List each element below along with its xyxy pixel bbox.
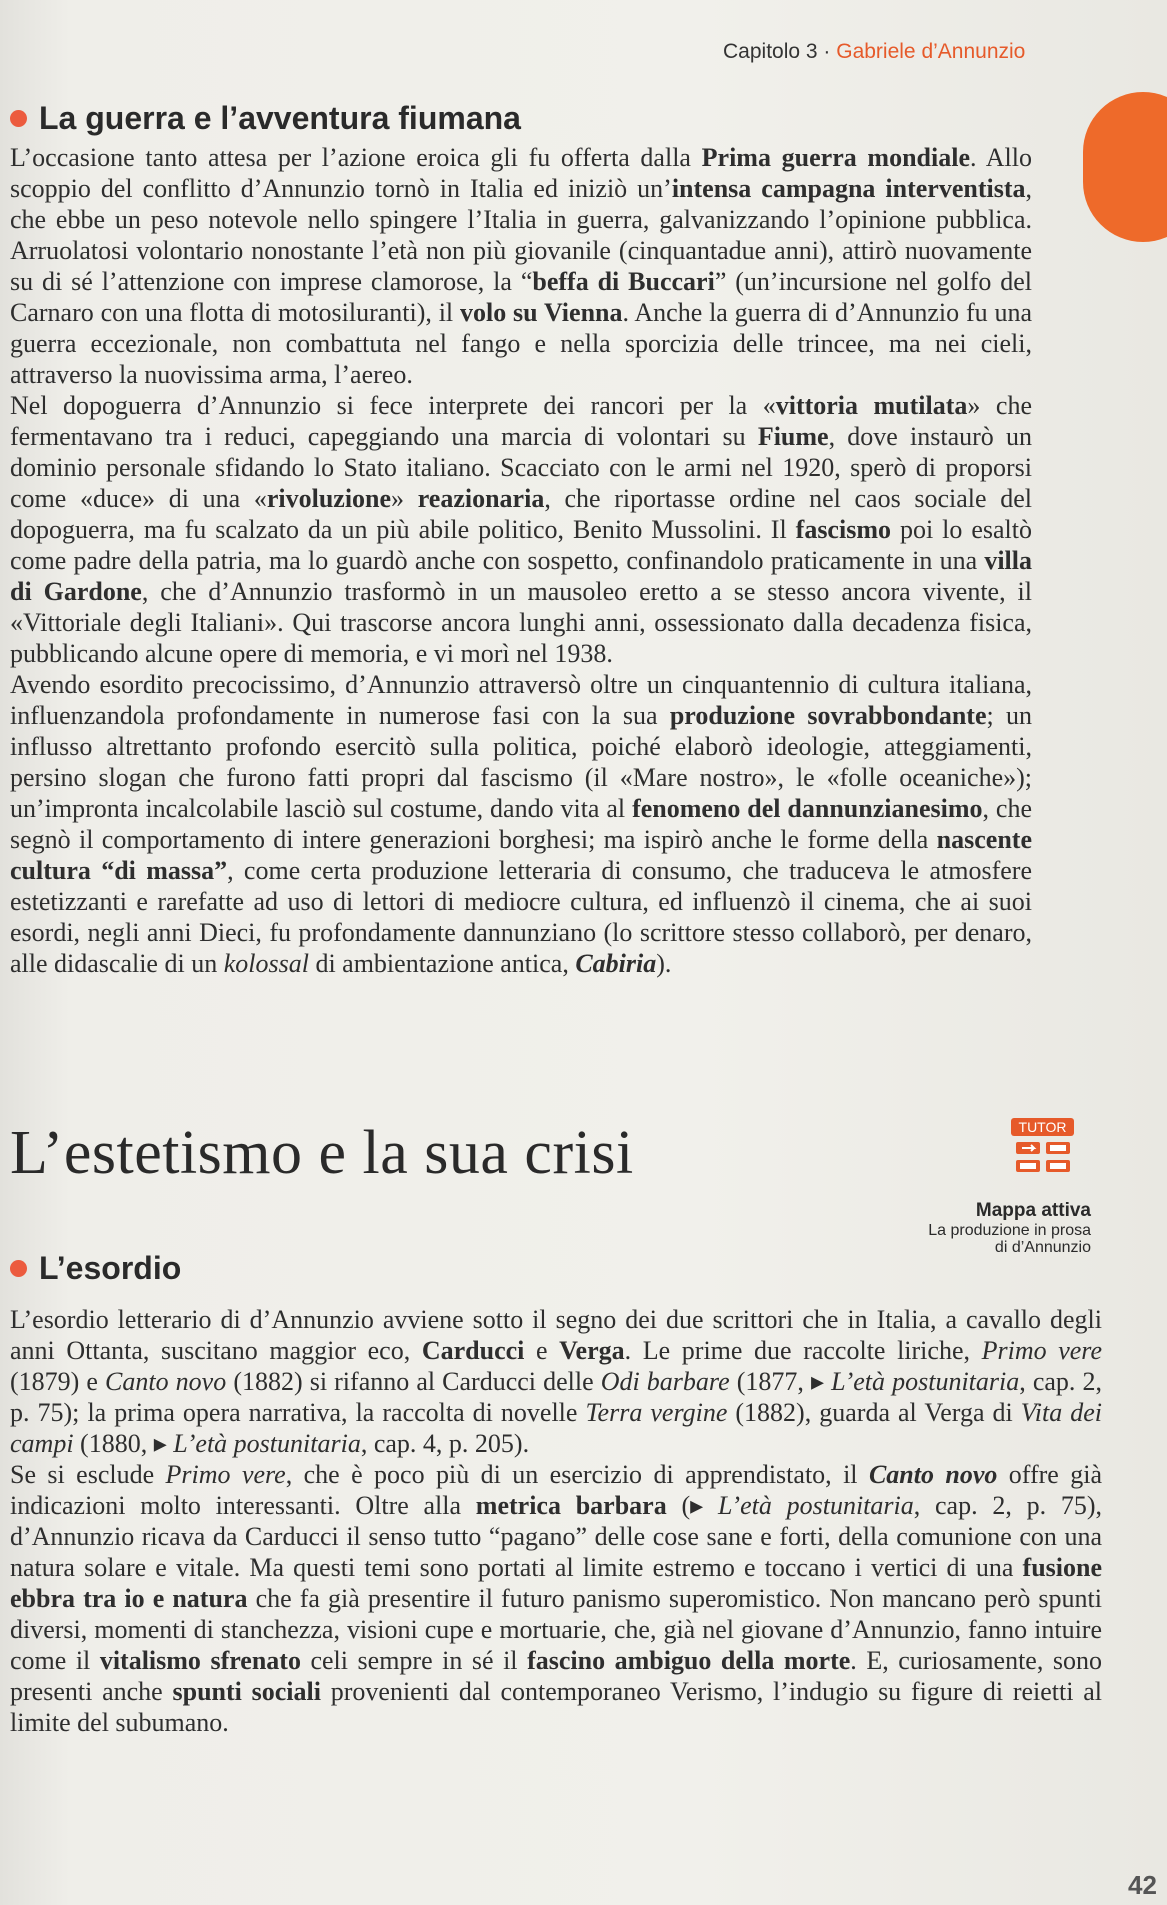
page-number: 42 xyxy=(1128,1870,1157,1900)
paragraph: Se si esclude Primo vere, che è poco più di un esercizio di apprendistato, il Canto novo offre già indicazioni molto interessanti. Oltre alla metrica barbara (▸ L’età postunitaria, cap. 2, p. 75), d’Annunzio ricava da Carducci il senso tutto “pagano” delle cose sane e forti, della comunione con una natura solare e vitale. Ma questi temi sono portati al limite estremo e toccano i vertici di una fusione ebbra tra io e natura che fa già presentire il futuro panismo superomistico. Non mancano però spunti diversi, momenti di stanchezza, visioni cupe e mortuarie, che, già nel giovane d’Annunzio, fanno intuire come il vitalismo sfrenato celi sempre in sé il fascino ambiguo della morte. E, curiosamente, sono presenti anche spunti sociali provenienti dal contemporaneo Verismo, l’indugio su figure di reietti al limite del subumano. xyxy=(10,1460,1102,1737)
paragraph: Nel dopoguerra d’Annunzio si fece interprete dei rancori per la «vittoria mutilata» che fermentavano tra i reduci, capeggiando una marcia di volontari su Fiume, dove instaurò un dominio personale sfidando lo Stato italiano. Scacciato con le armi nel 1920, sperò di proporsi come «duce» di una «rivoluzione» reazionaria, che riportasse ordine nel caos sociale del dopoguerra, ma fu scalzato da un più abile politico, Benito Mussolini. Il fascismo poi lo esaltò come padre della patria, ma lo guardò anche con sospetto, confinandolo praticamente in una villa di Gardone, che d’Annunzio trasformò in un mausoleo eretto a se stesso ancora vivente, il «Vittoriale degli Italiani». Qui trascorse ancora lunghi anni, ossessionato dalla decadenza fisica, pubblicando alcune opere di memoria, e vi morì nel 1938. xyxy=(10,391,1032,668)
chapter-tab-marker xyxy=(1083,92,1167,242)
section-heading-esordio xyxy=(10,1250,181,1287)
running-head xyxy=(723,40,1025,64)
heading-bullet-icon xyxy=(10,110,27,127)
heading-bullet-icon xyxy=(10,1260,27,1277)
section-heading-text: La guerra e l’avventura fiumana xyxy=(39,100,521,136)
section-body-esordio xyxy=(10,1304,1102,1738)
mappa-attiva-link[interactable] xyxy=(928,1200,1091,1256)
paragraph: L’occasione tanto attesa per l’azione eroica gli fu offerta dalla Prima guerra mondiale. Allo scoppio del conflitto d’Annunzio tornò in Italia ed iniziò un’intensa campagna interventista, che ebbe un peso notevole nello spingere l’Italia in guerra, galvanizzando l’opinione pubblica. Arruolatosi volontario nonostante l’età non più giovanile (cinquantadue anni), attirò nuovamente su di sé l’attenzione con imprese clamorose, la “beffa di Buccari” (un’incursione nel golfo del Carnaro con una flotta di motosiluranti), il volo su Vienna. Anche la guerra di d’Annunzio fu una guerra eccezionale, non combattuta nel fango e nella sporcizia delle trincee, ma nei cieli, attraverso la nuovissima arma, l’aereo. xyxy=(10,143,1033,389)
mappa-attiva-title: Mappa attiva xyxy=(975,1200,1091,1221)
paragraph: Avendo esordito precocissimo, d’Annunzio attraversò oltre un cinquantennio di cultura italiana, influenzandola profondamente in numerose fasi con la sua produzione sovrabbondante; un influsso altrettanto profondo esercitò sulla politica, poiché elaborò ideologie, atteggiamenti, persino slogan che furono fatti propri dal fascismo (il «Mare nostro», le «folle oceaniche»); un’impronta incalcolabile lasciò sul costume, dando vita al fenomeno del dannunzianesimo, che segnò il comportamento di intere generazioni borghesi; ma ispirò anche le forme della nascente cultura “di massa”, come certa produzione letteraria di consumo, che traduceva le atmosfere estetizzanti e rarefatte ad uso di lettori di mediocre cultura, ed influenzò il cinema, che ai suoi esordi, negli anni Dieci, fu profondamente dannunziano (lo scrittore stesso collaborò, per denaro, alle didascalie di un kolossal di ambientazione antica, Cabiria). xyxy=(10,670,1032,978)
mappa-attiva-line1: La produzione in prosa xyxy=(928,1222,1091,1239)
section-body-guerra xyxy=(10,142,1032,979)
tutor-label: TUTOR xyxy=(1011,1118,1075,1136)
section-heading-guerra xyxy=(10,100,521,137)
running-head-author: Gabriele d’Annunzio xyxy=(836,40,1026,63)
paragraph: L’esordio letterario di d’Annunzio avviene sotto il segno dei due scrittori che in Italia, a cavallo degli anni Ottanta, suscitano maggior eco, Carducci e Verga. Le prime due raccolte liriche, Primo vere (1879) e Canto novo (1882) si rifanno al Carducci delle Odi barbare (1877, ▸ L’età postunitaria, cap. 2, p. 75); la prima opera narrativa, la raccolta di novelle Terra vergine (1882), guarda al Verga di Vita dei campi (1880, ▸ L’età postunitaria, cap. 4, p. 205). xyxy=(10,1305,1102,1458)
running-head-chapter: Capitolo 3 · xyxy=(723,40,831,63)
mappa-attiva-line2: di d’Annunzio xyxy=(994,1239,1091,1256)
section-heading-text: L’esordio xyxy=(39,1250,182,1286)
tutor-button[interactable] xyxy=(1005,1118,1080,1184)
concept-map-icon xyxy=(1014,1140,1072,1174)
chapter-title: L’estetismo e la sua crisi xyxy=(10,1119,634,1187)
